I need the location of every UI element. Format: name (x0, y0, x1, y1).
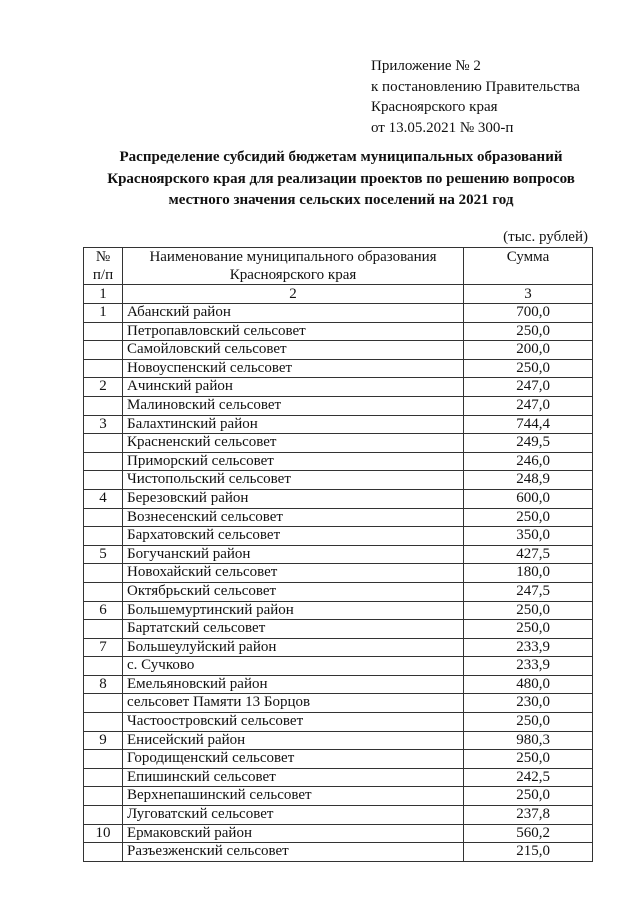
header-sum: Сумма (464, 248, 593, 285)
subsidy-table (83, 247, 593, 862)
row-sum: 230,0 (464, 694, 593, 713)
table-row (84, 824, 593, 843)
appendix-line: к постановлению Правительства (371, 78, 580, 95)
row-name: Вознесенский сельсовет (123, 508, 464, 527)
row-name: Бартатский сельсовет (123, 620, 464, 639)
row-sum: 237,8 (464, 806, 593, 825)
row-number: 3 (84, 415, 123, 434)
row-name: Петропавловский сельсовет (123, 322, 464, 341)
table-row (84, 322, 593, 341)
row-sum: 480,0 (464, 675, 593, 694)
row-number (84, 508, 123, 527)
appendix-line: Красноярского края (371, 99, 498, 115)
row-sum: 233,9 (464, 657, 593, 676)
table-row (84, 843, 593, 862)
row-sum: 560,2 (464, 824, 593, 843)
header-num-line: № (95, 249, 111, 265)
row-name: Частоостровский сельсовет (123, 713, 464, 732)
table-header-row (84, 248, 593, 285)
header-num-line: п/п (92, 267, 114, 283)
table-row (84, 731, 593, 750)
row-number: 1 (84, 304, 123, 323)
row-name: Березовский район (123, 489, 464, 508)
row-name: сельсовет Памяти 13 Борцов (123, 694, 464, 713)
table-row (84, 415, 593, 434)
table-row (84, 675, 593, 694)
table-row (84, 601, 593, 620)
row-number (84, 564, 123, 583)
row-sum: 250,0 (464, 620, 593, 639)
row-name: Абанский район (123, 304, 464, 323)
row-sum: 250,0 (464, 787, 593, 806)
row-sum: 700,0 (464, 304, 593, 323)
row-name: Верхнепашинский сельсовет (123, 787, 464, 806)
row-number (84, 620, 123, 639)
row-sum: 250,0 (464, 750, 593, 769)
row-name: Ермаковский район (123, 824, 464, 843)
header-name-line: Наименование муниципального образования (149, 249, 437, 265)
row-number (84, 768, 123, 787)
appendix-line: от 13.05.2021 № 300-п (371, 119, 514, 136)
row-sum: 980,3 (464, 731, 593, 750)
table-row (84, 508, 593, 527)
row-sum: 215,0 (464, 843, 593, 862)
title-line: местного значения сельских поселений на 2021 год (168, 192, 514, 208)
row-number (84, 359, 123, 378)
title-line: Распределение субсидий бюджетам муниципальных образований (119, 149, 563, 165)
row-number (84, 582, 123, 601)
table-row (84, 341, 593, 360)
table-row (84, 638, 593, 657)
table-row (84, 768, 593, 787)
row-name: Епишинский сельсовет (123, 768, 464, 787)
row-name: Приморский сельсовет (123, 452, 464, 471)
table-row (84, 620, 593, 639)
row-number (84, 750, 123, 769)
row-name: Балахтинский район (123, 415, 464, 434)
row-name: Малиновский сельсовет (123, 396, 464, 415)
row-name: Городищенский сельсовет (123, 750, 464, 769)
title-line: Красноярского края для реализации проектов по решению вопросов (107, 170, 575, 187)
row-name: Самойловский сельсовет (123, 341, 464, 360)
table-row (84, 545, 593, 564)
column-index: 3 (464, 285, 593, 304)
row-sum: 350,0 (464, 527, 593, 546)
row-name: Богучанский район (123, 545, 464, 564)
row-name: с. Сучково (123, 657, 464, 676)
header-name-line: Красноярского края (229, 267, 357, 283)
table-row (84, 434, 593, 453)
table-row (84, 806, 593, 825)
row-sum: 250,0 (464, 322, 593, 341)
row-number (84, 713, 123, 732)
row-sum: 247,0 (464, 378, 593, 397)
row-number: 5 (84, 545, 123, 564)
row-name: Новохайский сельсовет (123, 564, 464, 583)
table-row (84, 527, 593, 546)
document-title (60, 147, 622, 212)
units-label: (тыс. рублей) (503, 229, 588, 245)
row-name: Красненский сельсовет (123, 434, 464, 453)
row-number (84, 322, 123, 341)
table-row (84, 359, 593, 378)
row-number: 6 (84, 601, 123, 620)
row-name: Енисейский район (123, 731, 464, 750)
row-number (84, 787, 123, 806)
table-row (84, 489, 593, 508)
row-number: 2 (84, 378, 123, 397)
row-sum: 250,0 (464, 601, 593, 620)
row-number: 7 (84, 638, 123, 657)
column-index: 1 (84, 285, 123, 304)
row-sum: 427,5 (464, 545, 593, 564)
table-row (84, 471, 593, 490)
row-sum: 250,0 (464, 359, 593, 378)
appendix-header (371, 56, 580, 138)
row-number (84, 527, 123, 546)
row-sum: 242,5 (464, 768, 593, 787)
row-number (84, 843, 123, 862)
table-row (84, 750, 593, 769)
row-name: Бархатовский сельсовет (123, 527, 464, 546)
row-sum: 180,0 (464, 564, 593, 583)
row-number (84, 471, 123, 490)
table-row (84, 713, 593, 732)
table-row (84, 657, 593, 676)
table-row (84, 304, 593, 323)
table-row (84, 582, 593, 601)
row-name: Октябрьский сельсовет (123, 582, 464, 601)
row-sum: 200,0 (464, 341, 593, 360)
row-sum: 744,4 (464, 415, 593, 434)
row-name: Чистопольский сельсовет (123, 471, 464, 490)
row-sum: 246,0 (464, 452, 593, 471)
row-name: Ачинский район (123, 378, 464, 397)
row-name: Разъезженский сельсовет (123, 843, 464, 862)
table-row (84, 694, 593, 713)
row-number (84, 657, 123, 676)
row-sum: 248,9 (464, 471, 593, 490)
row-number (84, 341, 123, 360)
row-number (84, 694, 123, 713)
table-row (84, 787, 593, 806)
row-number (84, 452, 123, 471)
row-number (84, 396, 123, 415)
row-sum: 247,0 (464, 396, 593, 415)
header-num (84, 248, 123, 285)
row-number: 4 (84, 489, 123, 508)
row-sum: 233,9 (464, 638, 593, 657)
row-number: 8 (84, 675, 123, 694)
row-name: Емельяновский район (123, 675, 464, 694)
table-row (84, 452, 593, 471)
row-sum: 250,0 (464, 508, 593, 527)
row-sum: 600,0 (464, 489, 593, 508)
row-name: Большеулуйский район (123, 638, 464, 657)
row-number: 10 (84, 824, 123, 843)
column-index: 2 (123, 285, 464, 304)
table-row (84, 564, 593, 583)
row-sum: 250,0 (464, 713, 593, 732)
column-index-row (84, 285, 593, 304)
row-number (84, 434, 123, 453)
row-name: Большемуртинский район (123, 601, 464, 620)
row-sum: 249,5 (464, 434, 593, 453)
table-row (84, 378, 593, 397)
header-name (123, 248, 464, 285)
row-sum: 247,5 (464, 582, 593, 601)
row-number: 9 (84, 731, 123, 750)
row-name: Новоуспенский сельсовет (123, 359, 464, 378)
row-name: Луговатский сельсовет (123, 806, 464, 825)
table-row (84, 396, 593, 415)
row-number (84, 806, 123, 825)
appendix-line: Приложение № 2 (371, 58, 481, 74)
